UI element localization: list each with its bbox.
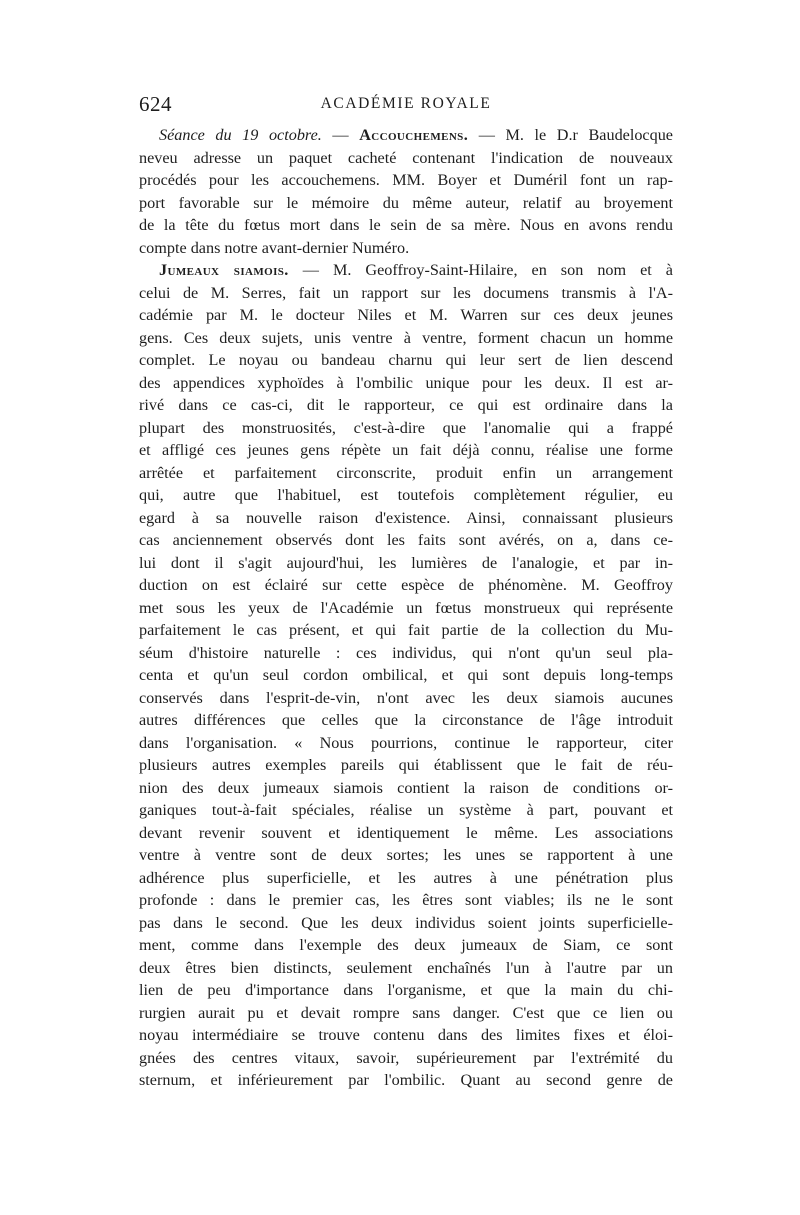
text-line: plusieurs autres exemples pareils qui établissent que le fait de réu- xyxy=(139,756,673,774)
text-line: ventre à ventre sont de deux sortes; les unes se rapportent à une xyxy=(139,846,673,864)
dash: — xyxy=(321,126,360,144)
text-line: qui, autre que l'habituel, est toutefois complètement régulier, eu xyxy=(139,486,673,504)
text-line: et affligé ces jeunes gens répète un fait déjà connu, réalise une forme xyxy=(139,441,673,459)
text-line: compte dans notre avant-dernier Numéro. xyxy=(139,238,410,257)
text-line: sternum, et inférieurement par l'ombilic. Quant au second genre de xyxy=(139,1071,673,1089)
text-line: dans l'organisation. « Nous pourrions, continue le rapporteur, citer xyxy=(139,733,673,752)
text-line: parfaitement le cas présent, et qui fait partie de la collection du Mu- xyxy=(139,621,673,639)
text-line: neveu adresse un paquet cacheté contenant l'indication de nouveaux xyxy=(139,148,673,167)
text-line: nion des deux jumeaux siamois contient la raison de conditions or- xyxy=(139,778,673,797)
text-line: gens. Ces deux sujets, unis ventre à ventre, forment chacun un homme xyxy=(139,328,673,347)
text-line: autres différences que celles que la circonstance de l'âge introduit xyxy=(139,711,673,729)
page-number: 624 xyxy=(139,92,172,116)
text-line: celui de M. Serres, fait un rapport sur les documens transmis à l'A- xyxy=(139,283,673,302)
text-line: met sous les yeux de l'Académie un fœtus monstrueux qui représente xyxy=(139,598,673,617)
text-line: port favorable sur le mémoire du même auteur, relatif au broyement xyxy=(139,193,673,212)
text-line: pas dans le second. Que les deux individus soient joints superficielle- xyxy=(139,913,673,932)
paragraph-1-rest: — M. le D.r Baudelocque xyxy=(468,126,673,144)
text-line: adhérence plus superficielle, et les autres à une pénétration plus xyxy=(139,868,673,887)
text-line: séum d'histoire naturelle : ces individus, qui n'ont qu'un seul pla- xyxy=(139,643,673,662)
text-line: arrêtée et parfaitement circonscrite, produit enfin un arrangement xyxy=(139,463,673,482)
text-line: noyau intermédiaire se trouve contenu dans des limites fixes et éloi- xyxy=(139,1026,673,1044)
text-line: gnées des centres vitaux, savoir, supérieurement par l'extrémité du xyxy=(139,1048,673,1067)
paragraph-2-first-line xyxy=(139,259,673,282)
text-line: cas anciennement observés dont les faits sont avérés, on a, dans ce- xyxy=(139,531,673,549)
text-line: ment, comme dans l'exemple des deux jumeaux de Siam, ce sont xyxy=(139,936,673,954)
text-line: rurgien aurait pu et devait rompre sans danger. C'est que ce lien ou xyxy=(139,1003,673,1022)
text-line: de la tête du fœtus mort dans le sein de sa mère. Nous en avons rendu xyxy=(139,216,673,234)
paragraph-1-first-line xyxy=(139,124,673,147)
text-line: ganiques tout-à-fait spéciales, réalise un système à part, pouvant et xyxy=(139,801,673,819)
text-line: egard à sa nouvelle raison d'existence. Ainsi, connaissant plusieurs xyxy=(139,508,673,527)
text-line: conservés dans l'esprit-de-vin, n'ont avec les deux siamois aucunes xyxy=(139,688,673,707)
text-line: rivé dans ce cas-ci, dit le rapporteur, ce qui est ordinaire dans la xyxy=(139,396,673,414)
text-line: deux êtres bien distincts, seulement enchaînés l'un à l'autre par un xyxy=(139,958,673,977)
running-head xyxy=(139,91,673,117)
text-line: complet. Le noyau ou bandeau charnu qui leur sert de lien descend xyxy=(139,351,673,369)
seance-date: Séance du 19 octobre. xyxy=(159,126,322,144)
text-line: procédés pour les accouchemens. MM. Boyer et Duméril font un rap- xyxy=(139,171,673,189)
body-text xyxy=(139,124,673,1092)
text-line: cadémie par M. le docteur Niles et M. Warren sur ces deux jeunes xyxy=(139,306,673,324)
text-line: plupart des monstruosités, c'est-à-dire que l'anomalie qui a frappé xyxy=(139,418,673,437)
header-title: ACADÉMIE ROYALE xyxy=(320,95,492,112)
text-line: duction on est éclairé sur cette espèce de phénomène. M. Geoffroy xyxy=(139,576,673,594)
paragraph-2-rest: — M. Geoffroy-Saint-Hilaire, en son nom et à xyxy=(288,261,673,279)
text-line: devant revenir souvent et identiquement le même. Les associations xyxy=(139,823,673,842)
text-line: lui dont il s'agit aujourd'hui, les lumières de l'analogie, et par in- xyxy=(139,553,673,572)
text-line: profonde : dans le premier cas, les êtres sont viables; ils ne le sont xyxy=(139,891,673,909)
section-heading-accouchemens: Accouchemens. xyxy=(359,126,469,144)
text-line: centa et qu'un seul cordon ombilical, et qui sont depuis long-temps xyxy=(139,666,673,684)
text-line: des appendices xyphoïdes à l'ombilic unique pour les deux. Il est ar- xyxy=(139,373,673,392)
text-line: lien de peu d'importance dans l'organisme, et que la main du chi- xyxy=(139,981,673,999)
section-heading-jumeaux-siamois: Jumeaux siamois. xyxy=(159,261,289,279)
